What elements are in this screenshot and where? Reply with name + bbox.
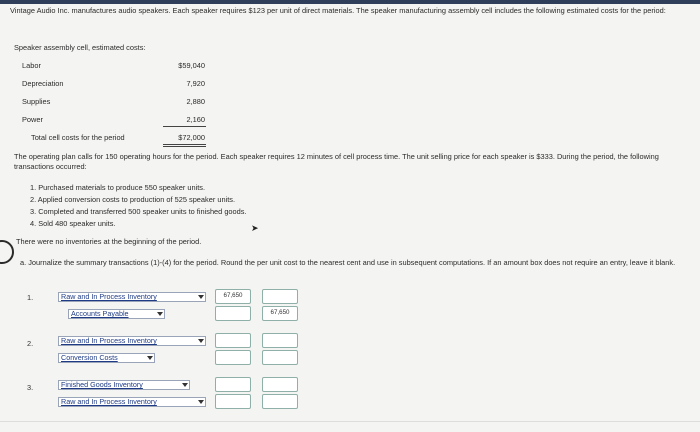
entry-1-credit-amount-input[interactable]: 67,650	[262, 306, 298, 321]
entry-2-credit-amount-input[interactable]	[262, 350, 298, 365]
cost-label-depreciation: Depreciation	[22, 79, 64, 88]
cost-label-power: Power	[22, 115, 43, 124]
transaction-4: 4. Sold 480 speaker units.	[30, 219, 116, 228]
entry-2-credit-account-select[interactable]	[58, 353, 155, 363]
entry-3-credit-account-select[interactable]	[58, 397, 206, 407]
entry-number-3: 3.	[27, 383, 34, 392]
entry-3-credit-account-value: Raw and In Process Inventory	[61, 397, 157, 406]
transaction-3: 3. Completed and transferred 500 speaker units to finished goods.	[30, 207, 247, 216]
total-double-rule-2	[163, 146, 206, 147]
entry-1-credit-account-select[interactable]	[68, 309, 165, 319]
cost-label-supplies: Supplies	[22, 97, 51, 106]
entry-2-credit-debit-blank-input[interactable]	[215, 350, 251, 365]
chevron-down-icon	[182, 383, 188, 387]
transaction-2: 2. Applied conversion costs to production of 525 speaker units.	[30, 195, 236, 204]
cost-label-labor: Labor	[22, 61, 41, 70]
chevron-down-icon	[198, 295, 204, 299]
mouse-cursor-icon: ➤	[251, 223, 259, 233]
entry-1-debit-amount-input[interactable]: 67,650	[215, 289, 251, 304]
entry-3-debit-amount-input[interactable]	[215, 377, 251, 392]
subtotal-rule	[163, 126, 206, 127]
bottom-divider	[0, 421, 700, 422]
chevron-down-icon	[157, 312, 163, 316]
entry-number-1: 1.	[27, 293, 34, 302]
entry-1-credit-account-value: Accounts Payable	[71, 309, 129, 318]
transaction-1: 1. Purchased materials to produce 550 speaker units.	[30, 183, 206, 192]
top-bar	[0, 0, 700, 4]
cost-value-supplies: 2,880	[186, 97, 205, 106]
entry-2-debit-credit-blank-input[interactable]	[262, 333, 298, 348]
total-cost-label: Total cell costs for the period	[31, 133, 125, 142]
problem-intro: Vintage Audio Inc. manufactures audio speakers. Each speaker requires $123 per unit of direct materials. The speaker manufacturing assembly cell includes the following estimated costs for the period:	[10, 6, 666, 15]
total-double-rule	[163, 144, 206, 145]
no-inventories-text: There were no inventories at the beginning of the period.	[16, 237, 202, 246]
chevron-down-icon	[147, 356, 153, 360]
cost-value-labor: $59,040	[178, 61, 205, 70]
cost-value-power: 2,160	[186, 115, 205, 124]
entry-3-debit-credit-blank-input[interactable]	[262, 377, 298, 392]
entry-3-credit-debit-blank-input[interactable]	[215, 394, 251, 409]
entry-3-debit-account-value: Finished Goods Inventory	[61, 380, 143, 389]
operating-plan-text: The operating plan calls for 150 operating hours for the period. Each speaker requires 12 minutes of cell process time. The unit selling price for each speaker is $333. During the period, the following transactions occurred:	[14, 152, 659, 171]
total-cost-value: $72,000	[178, 133, 205, 142]
entry-1-debit-credit-blank-input[interactable]	[262, 289, 298, 304]
entry-2-debit-amount-input[interactable]	[215, 333, 251, 348]
entry-2-debit-account-value: Raw and In Process Inventory	[61, 336, 157, 345]
entry-1-credit-debit-blank-input[interactable]	[215, 306, 251, 321]
chevron-down-icon	[198, 339, 204, 343]
part-a-instructions: a. Journalize the summary transactions (1)-(4) for the period. Round the per unit cost to the nearest cent and use in subsequent computations. If an amount box does not require an entry, leave it blank.	[20, 258, 676, 267]
entry-2-debit-account-select[interactable]	[58, 336, 206, 346]
chevron-down-icon	[198, 400, 204, 404]
entry-number-2: 2.	[27, 339, 34, 348]
side-tab-handle[interactable]	[0, 240, 14, 264]
entry-1-debit-account-select[interactable]	[58, 292, 206, 302]
entry-1-debit-account-value: Raw and In Process Inventory	[61, 292, 157, 301]
entry-3-debit-account-select[interactable]	[58, 380, 190, 390]
entry-2-credit-account-value: Conversion Costs	[61, 353, 118, 362]
entry-3-credit-amount-input[interactable]	[262, 394, 298, 409]
cost-table-heading: Speaker assembly cell, estimated costs:	[14, 43, 146, 52]
cost-value-depreciation: 7,920	[186, 79, 205, 88]
